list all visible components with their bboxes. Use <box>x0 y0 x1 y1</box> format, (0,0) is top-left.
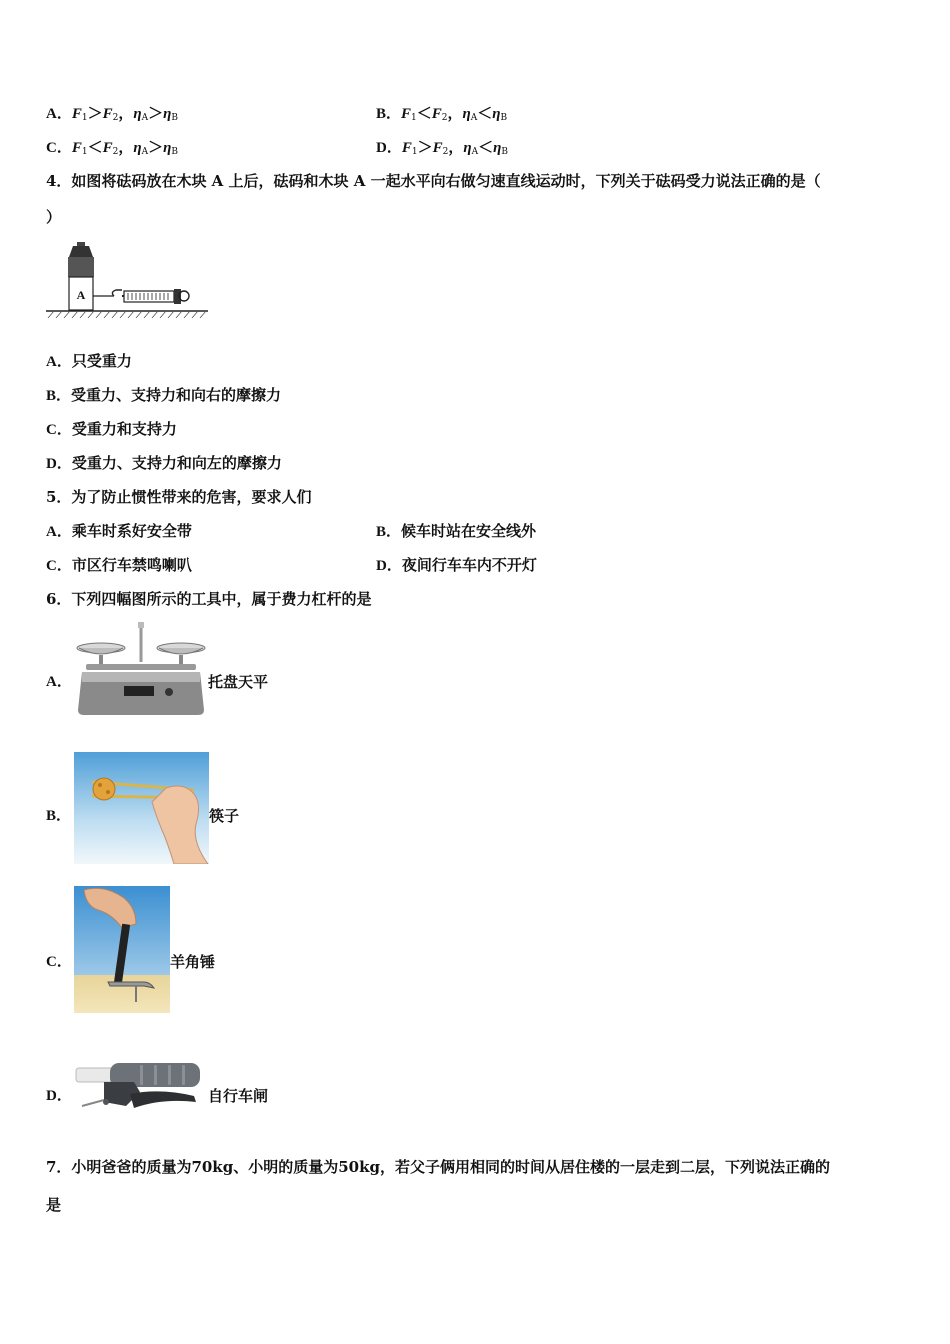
brake-lever <box>130 1091 196 1108</box>
q5-option-c[interactable]: C．市区行车禁鸣喇叭 <box>46 556 192 574</box>
chopsticks-icon[interactable] <box>74 752 209 864</box>
q6-option-a-caption: 托盘天平 <box>208 673 269 691</box>
ground-hatching <box>48 311 206 318</box>
cable-adjuster <box>103 1099 109 1105</box>
claw-hammer-icon[interactable] <box>74 886 170 1013</box>
balance-base-top <box>82 672 200 682</box>
q5-option-a[interactable]: A．乘车时系好安全带 <box>46 522 192 540</box>
q3-option-a[interactable]: A．$F_1>F_2$，$\eta_A>\eta_B$ <box>46 104 178 123</box>
q7-stem: 7．小明爸爸的质量为70kg、小明的质量为50kg，若父子俩用相同的时间从居住楼的一层走到二层，下列说法正确的 <box>46 1158 830 1176</box>
q4-option-d[interactable]: D．受重力、支持力和向左的摩擦力 <box>46 454 282 472</box>
balance-left-pan-bottom <box>79 648 123 654</box>
food-texture <box>98 783 102 787</box>
q6-option-d-caption: 自行车闸 <box>208 1087 269 1105</box>
bike-brake-icon[interactable] <box>74 1060 204 1130</box>
weight-top <box>69 246 93 257</box>
food-ball <box>93 778 115 800</box>
q5-option-b[interactable]: B．候车时站在安全线外 <box>376 522 537 540</box>
q6-option-d-label[interactable]: D． <box>46 1088 72 1104</box>
q4-option-a[interactable]: A．只受重力 <box>46 352 132 370</box>
q6-option-b-label[interactable]: B． <box>46 808 72 824</box>
balance-knob <box>138 622 144 628</box>
q4-stem-cont: ） <box>46 208 62 226</box>
q3-option-d[interactable]: D．$F_1>F_2$，$\eta_A<\eta_B$ <box>376 138 508 157</box>
weight-body <box>68 257 94 277</box>
balance-knob-front <box>165 688 173 696</box>
q5-option-d[interactable]: D．夜间行车车内不开灯 <box>376 556 537 574</box>
q4-figure-weight-block-spring-scale <box>44 238 210 328</box>
q3-option-c[interactable]: C．$F_1<F_2$，$\eta_A>\eta_B$ <box>46 138 178 157</box>
q6-stem: 6．下列四幅图所示的工具中，属于费力杠杆的是 <box>46 590 372 608</box>
q4-option-b[interactable]: B．受重力、支持力和向右的摩擦力 <box>46 386 282 404</box>
balance-post <box>140 628 143 662</box>
weight-knob <box>77 242 85 246</box>
balance-display <box>124 686 154 696</box>
block-a-label: A <box>76 288 86 302</box>
balance-scale-icon[interactable] <box>74 620 208 718</box>
q6-option-b-caption: 筷子 <box>209 807 240 825</box>
q3-option-b[interactable]: B．$F_1<F_2$，$\eta_A<\eta_B$ <box>376 104 508 123</box>
food-texture <box>106 790 110 794</box>
balance-right-pan-bottom <box>159 648 203 654</box>
brake-cable <box>82 1100 104 1106</box>
q6-option-a-label[interactable]: A． <box>46 674 72 690</box>
q6-option-c-label[interactable]: C． <box>46 954 72 970</box>
q4-stem: 4．如图将砝码放在木块 A 上后，砝码和木块 A 一起水平向右做匀速直线运动时，下列关于砝码受力说法正确的是（ <box>46 172 821 190</box>
scale-hook <box>112 290 122 296</box>
q6-option-c-caption: 羊角锤 <box>170 953 216 971</box>
scale-end <box>174 289 181 304</box>
q7-stem-cont: 是 <box>46 1196 62 1214</box>
balance-beam <box>86 664 196 670</box>
q5-stem: 5．为了防止惯性带来的危害，要求人们 <box>46 488 312 506</box>
q4-option-c[interactable]: C．受重力和支持力 <box>46 420 177 438</box>
scale-body <box>124 291 174 302</box>
